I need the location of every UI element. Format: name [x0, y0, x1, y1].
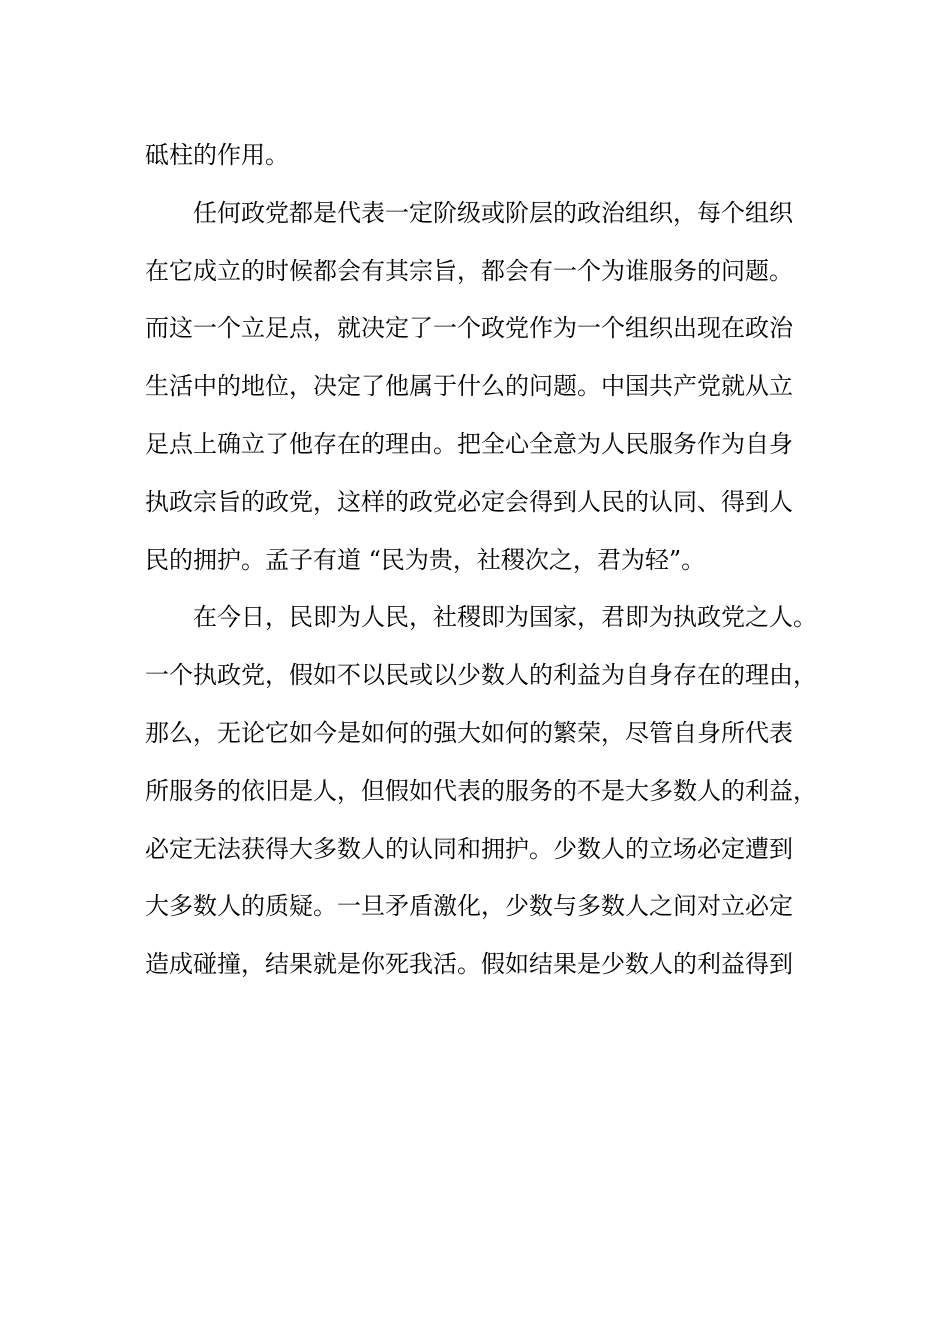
text-line: 民的拥护。孟子有道 “民为贵，社稷次之，君为轻”。 — [145, 545, 706, 574]
text-line: 砥柱的作用。 — [145, 141, 289, 169]
text-line: 在它成立的时候都会有其宗旨，都会有一个为谁服务的问题。 — [145, 256, 793, 285]
text-line: 生活中的地位，决定了他属于什么的问题。中国共产党就从立 — [145, 372, 793, 401]
paragraph-first-line: 任何政党都是代表一定阶级或阶层的政治组织，每个组织 — [193, 198, 793, 227]
text-line: 一个执政党，假如不以民或以少数人的利益为自身存在的理由， — [145, 661, 817, 690]
text-line: 足点上确立了他存在的理由。把全心全意为人民服务作为自身 — [145, 429, 793, 458]
text-line: 而这一个立足点，就决定了一个政党作为一个组织出现在政治 — [145, 314, 793, 343]
text-line: 所服务的依旧是人，但假如代表的服务的不是大多数人的利益， — [145, 776, 817, 805]
text-line: 执政宗旨的政党，这样的政党必定会得到人民的认同、得到人 — [145, 487, 793, 516]
body-text — [145, 127, 815, 994]
text-line: 造成碰撞，结果就是你死我活。假如结果是少数人的利益得到 — [145, 950, 793, 979]
text-line: 大多数人的质疑。一旦矛盾激化，少数与多数人之间对立必定 — [145, 892, 793, 921]
text-line: 必定无法获得大多数人的认同和拥护。少数人的立场必定遭到 — [145, 834, 793, 863]
text-line: 那么，无论它如今是如何的强大如何的繁荣，尽管自身所代表 — [145, 718, 793, 747]
paragraph-first-line: 在今日，民即为人民，社稷即为国家，君即为执政党之人。 — [193, 603, 817, 632]
